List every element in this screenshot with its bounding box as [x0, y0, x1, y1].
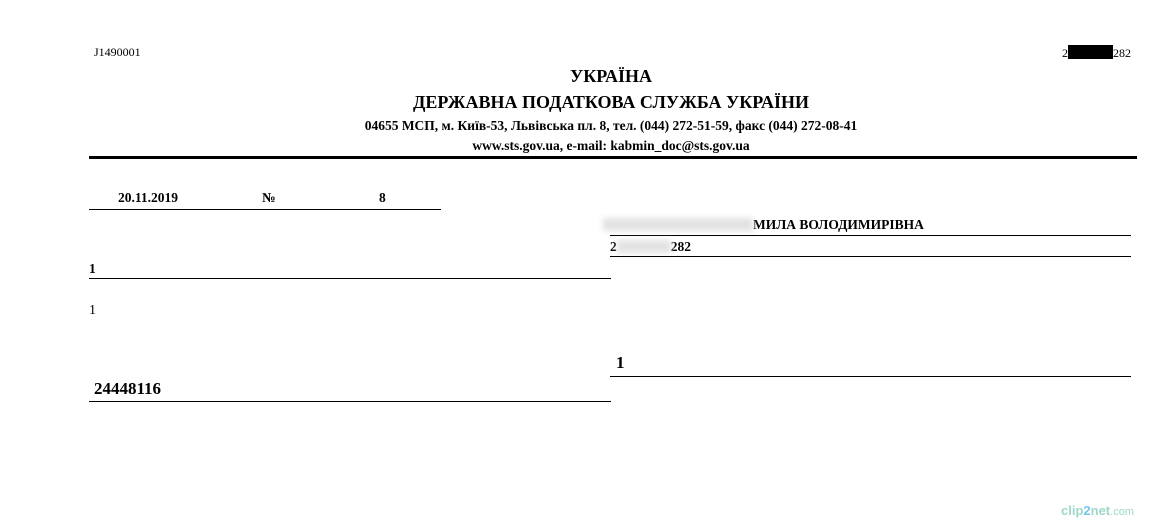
blurred-text	[617, 240, 671, 253]
recipient-code-suffix: 282	[670, 239, 691, 254]
right-field-1-underline	[610, 376, 1131, 377]
country-title: УКРАЇНА	[570, 66, 652, 86]
recipient-name-visible: МИЛА ВОЛОДИМИРІВНА	[753, 217, 924, 232]
letter-number: 8	[379, 190, 386, 205]
date-underline	[89, 209, 441, 210]
redaction-bar	[1068, 45, 1113, 59]
recipient-code-prefix: 2	[610, 239, 617, 254]
watermark	[1061, 503, 1134, 518]
header-divider	[89, 156, 1137, 159]
recipient-code-underline	[610, 256, 1131, 257]
right-field-1: 1	[616, 353, 625, 372]
watermark-part: 2	[1083, 503, 1091, 518]
reference-number	[1062, 45, 1131, 61]
watermark-part: net	[1090, 503, 1111, 518]
agency-address: 04655 МСП, м. Київ-53, Львівська пл. 8, тел. (044) 272-51-59, факс (044) 272-08-41	[364, 118, 858, 133]
watermark-part: clip	[1061, 503, 1084, 518]
left-field-1-underline	[89, 278, 611, 279]
edrpou-underline	[89, 401, 611, 402]
recipient-name-underline	[610, 235, 1131, 236]
reference-number-suffix: 282	[1113, 46, 1131, 60]
left-field-1: 1	[89, 261, 96, 276]
blurred-text	[603, 218, 753, 231]
left-field-2: 1	[89, 303, 96, 318]
agency-title: ДЕРЖАВНА ПОДАТКОВА СЛУЖБА УКРАЇНИ	[412, 92, 810, 112]
document-form-code: J1490001	[94, 45, 141, 59]
recipient-code	[610, 239, 691, 255]
reference-number-prefix: 2	[1062, 46, 1068, 60]
watermark-part: .com	[1110, 506, 1134, 518]
recipient-name	[603, 217, 924, 233]
letter-date: 20.11.2019	[118, 190, 179, 205]
edrpou-code: 24448116	[94, 379, 162, 398]
agency-contacts: www.sts.gov.ua, e-mail: kabmin_doc@sts.gov.ua	[472, 138, 750, 153]
number-sign: №	[262, 190, 276, 205]
